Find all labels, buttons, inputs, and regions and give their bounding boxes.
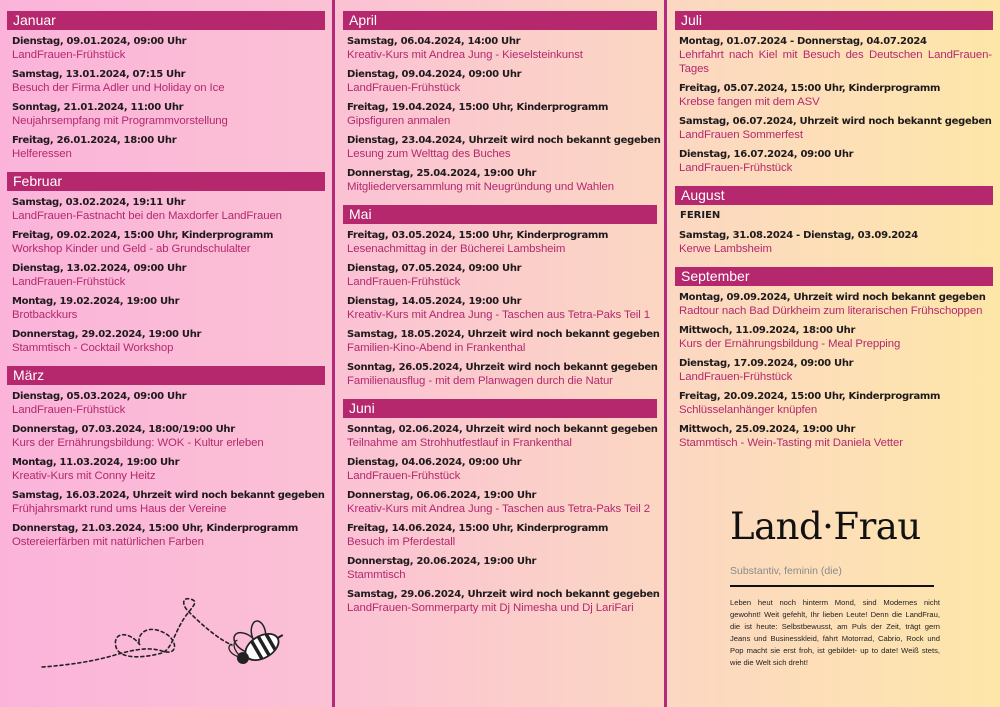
event-title: LandFrauen-Frühstück	[679, 371, 793, 383]
event-title: LandFrauen-Frühstück	[679, 162, 793, 174]
event-item	[0, 229, 332, 256]
event-date: Freitag, 03.05.2024, 15:00 Uhr, Kinderprogramm	[347, 230, 609, 241]
holiday-note: FERIEN	[680, 210, 721, 221]
event-date: Samstag, 13.01.2024, 07:15 Uhr	[12, 69, 186, 80]
event-item	[668, 357, 1000, 384]
event-title: Kreativ-Kurs mit Andrea Jung - Taschen aus Tetra-Paks Teil 1	[347, 309, 650, 321]
event-item	[336, 522, 664, 549]
event-title: Helferessen	[12, 148, 72, 160]
event-item	[0, 35, 332, 62]
month-header-februar: Februar	[7, 172, 325, 191]
event-item	[668, 390, 1000, 417]
bee-heart-illustration	[40, 595, 290, 685]
event-item	[336, 134, 664, 161]
event-item	[0, 390, 332, 417]
event-date: Donnerstag, 07.03.2024, 18:00/19:00 Uhr	[12, 424, 235, 435]
event-title: Workshop Kinder und Geld - ab Grundschulalter	[12, 243, 251, 255]
event-title: Schlüsselanhänger knüpfen	[679, 404, 818, 416]
event-item	[668, 115, 1000, 142]
event-title: LandFrauen-Frühstück	[12, 49, 126, 61]
event-date: Samstag, 31.08.2024 - Dienstag, 03.09.2024	[679, 230, 918, 241]
event-date: Montag, 01.07.2024 - Donnerstag, 04.07.2024	[679, 36, 927, 47]
event-title: Ostereierfärben mit natürlichen Farben	[12, 536, 204, 548]
event-date: Freitag, 19.04.2024, 15:00 Uhr, Kinderprogramm	[347, 102, 609, 113]
event-item	[0, 328, 332, 355]
event-date: Sonntag, 02.06.2024, Uhrzeit wird noch bekannt gegeben	[347, 424, 658, 435]
event-date: Dienstag, 05.03.2024, 09:00 Uhr	[12, 391, 187, 402]
month-header-april: April	[343, 11, 657, 30]
event-date: Donnerstag, 06.06.2024, 19:00 Uhr	[347, 490, 537, 501]
dictionary-word: Land·Frau	[730, 505, 921, 548]
event-date: Montag, 09.09.2024, Uhrzeit wird noch bekannt gegeben	[679, 292, 986, 303]
event-item	[668, 423, 1000, 450]
event-title: Lesung zum Welttag des Buches	[347, 148, 511, 160]
month-header-august: August	[675, 186, 993, 205]
bee-icon	[222, 611, 288, 671]
event-date: Mittwoch, 11.09.2024, 18:00 Uhr	[679, 325, 856, 336]
event-date: Donnerstag, 29.02.2024, 19:00 Uhr	[12, 329, 202, 340]
event-title: Stammtisch - Cocktail Workshop	[12, 342, 174, 354]
event-date: Samstag, 06.04.2024, 14:00 Uhr	[347, 36, 521, 47]
month-header-januar: Januar	[7, 11, 325, 30]
event-item	[336, 588, 664, 615]
event-item	[668, 229, 1000, 256]
event-title: Lesenachmittag in der Bücherei Lambsheim	[347, 243, 566, 255]
event-title: Lehrfahrt nach Kiel mit Besuch des Deutschen LandFrauen-Tages	[679, 49, 992, 75]
event-date: Dienstag, 09.04.2024, 09:00 Uhr	[347, 69, 522, 80]
event-item	[0, 134, 332, 161]
event-date: Freitag, 09.02.2024, 15:00 Uhr, Kinderprogramm	[12, 230, 274, 241]
column-divider-right	[664, 0, 667, 707]
event-date: Dienstag, 17.09.2024, 09:00 Uhr	[679, 358, 854, 369]
month-header-märz: März	[7, 366, 325, 385]
event-item	[336, 229, 664, 256]
event-item	[668, 324, 1000, 351]
event-title: LandFrauen-Frühstück	[347, 276, 461, 288]
event-title: Mitgliederversammlung mit Neugründung und Wahlen	[347, 181, 615, 193]
event-date: Samstag, 06.07.2024, Uhrzeit wird noch bekannt gegeben	[679, 116, 992, 127]
month-header-september: September	[675, 267, 993, 286]
dictionary-text: Leben heut noch hinterm Mond, sind Modernes nicht gewohnt! Weit gefehlt, Ihr lieben Leute! Denn die LandFrau, die ist heute: Selbstbewusst, am Puls der Zeit, trägt gern Jeans und Businesskleid, fährt Motorrad, Cabrio, Rock und Pop macht sie erst froh, ist gebildet- up to date! Weiß stets, wie die Welt sich dreht!	[730, 598, 940, 667]
event-item	[668, 148, 1000, 175]
event-title: Kurs der Ernährungsbildung: WOK - Kultur erleben	[12, 437, 264, 449]
event-date: Freitag, 20.09.2024, 15:00 Uhr, Kinderprogramm	[679, 391, 941, 402]
event-title: Frühjahrsmarkt rund ums Haus der Vereine	[12, 503, 227, 515]
event-date: Donnerstag, 20.06.2024, 19:00 Uhr	[347, 556, 537, 567]
event-title: LandFrauen Sommerfest	[679, 129, 803, 141]
event-date: Freitag, 05.07.2024, 15:00 Uhr, Kinderprogramm	[679, 83, 941, 94]
event-item	[668, 35, 1000, 76]
event-title: Kreativ-Kurs mit Conny Heitz	[12, 470, 156, 482]
event-title: Familienausflug - mit dem Planwagen durch die Natur	[347, 375, 613, 387]
dictionary-subtitle: Substantiv, feminin (die)	[730, 565, 934, 587]
event-date: Sonntag, 21.01.2024, 11:00 Uhr	[12, 102, 184, 113]
event-date: Donnerstag, 21.03.2024, 15:00 Uhr, Kinderprogramm	[12, 523, 298, 534]
event-title: Brotbackkurs	[12, 309, 78, 321]
event-title: LandFrauen-Frühstück	[347, 82, 461, 94]
event-date: Dienstag, 14.05.2024, 19:00 Uhr	[347, 296, 522, 307]
event-item	[336, 423, 664, 450]
event-date: Freitag, 26.01.2024, 18:00 Uhr	[12, 135, 177, 146]
event-title: Gipsfiguren anmalen	[347, 115, 451, 127]
event-date: Sonntag, 26.05.2024, Uhrzeit wird noch bekannt gegeben	[347, 362, 658, 373]
event-title: Krebse fangen mit dem ASV	[679, 96, 820, 108]
event-item	[0, 196, 332, 223]
event-item	[336, 68, 664, 95]
column-april-june	[336, 0, 664, 707]
event-date: Samstag, 16.03.2024, Uhrzeit wird noch bekannt gegeben	[12, 490, 325, 501]
event-date: Dienstag, 04.06.2024, 09:00 Uhr	[347, 457, 522, 468]
event-title: Teilnahme am Strohhutfestlauf in Frankenthal	[347, 437, 572, 449]
event-date: Montag, 11.03.2024, 19:00 Uhr	[12, 457, 180, 468]
heart-trail-icon	[42, 599, 232, 667]
event-item	[336, 262, 664, 289]
event-date: Dienstag, 13.02.2024, 09:00 Uhr	[12, 263, 187, 274]
dictionary-entry	[730, 505, 940, 669]
event-item	[0, 101, 332, 128]
event-item	[336, 167, 664, 194]
month-header-juli: Juli	[675, 11, 993, 30]
event-date: Dienstag, 16.07.2024, 09:00 Uhr	[679, 149, 854, 160]
event-title: Stammtisch - Wein-Tasting mit Daniela Vetter	[679, 437, 903, 449]
month-header-mai: Mai	[343, 205, 657, 224]
event-item	[0, 295, 332, 322]
month-header-juni: Juni	[343, 399, 657, 418]
event-item	[336, 361, 664, 388]
event-title: Stammtisch	[347, 569, 406, 581]
event-item	[336, 35, 664, 62]
event-title: Besuch im Pferdestall	[347, 536, 456, 548]
event-item	[0, 262, 332, 289]
event-title: Neujahrsempfang mit Programmvorstellung	[12, 115, 228, 127]
event-item	[336, 295, 664, 322]
event-date: Freitag, 14.06.2024, 15:00 Uhr, Kinderprogramm	[347, 523, 609, 534]
event-title: LandFrauen-Fastnacht bei den Maxdorfer LandFrauen	[12, 210, 282, 222]
event-item	[336, 328, 664, 355]
event-item	[0, 423, 332, 450]
event-date: Mittwoch, 25.09.2024, 19:00 Uhr	[679, 424, 856, 435]
event-item	[0, 68, 332, 95]
event-title: Familien-Kino-Abend in Frankenthal	[347, 342, 526, 354]
event-date: Dienstag, 09.01.2024, 09:00 Uhr	[12, 36, 187, 47]
event-date: Samstag, 29.06.2024, Uhrzeit wird noch bekannt gegeben	[347, 589, 660, 600]
event-title: LandFrauen-Frühstück	[347, 470, 461, 482]
event-title: LandFrauen-Frühstück	[12, 404, 126, 416]
event-title: Radtour nach Bad Dürkheim zum literarischen Frühschoppen	[679, 305, 983, 317]
event-title: Kurs der Ernährungsbildung - Meal Prepping	[679, 338, 901, 350]
event-title: Kreativ-Kurs mit Andrea Jung - Kieselsteinkunst	[347, 49, 583, 61]
event-title: Kerwe Lambsheim	[679, 243, 772, 255]
event-date: Samstag, 03.02.2024, 19:11 Uhr	[12, 197, 186, 208]
event-item	[0, 456, 332, 483]
event-item	[668, 82, 1000, 109]
column-divider-left	[332, 0, 335, 707]
event-date: Samstag, 18.05.2024, Uhrzeit wird noch bekannt gegeben	[347, 329, 660, 340]
event-title: Kreativ-Kurs mit Andrea Jung - Taschen aus Tetra-Paks Teil 2	[347, 503, 650, 515]
event-title: Besuch der Firma Adler und Holiday on Ice	[12, 82, 225, 94]
event-item	[0, 522, 332, 549]
event-title: LandFrauen-Frühstück	[12, 276, 126, 288]
event-item	[0, 489, 332, 516]
event-item	[336, 555, 664, 582]
event-item	[668, 291, 1000, 318]
event-item	[336, 456, 664, 483]
event-item	[336, 101, 664, 128]
event-date: Dienstag, 07.05.2024, 09:00 Uhr	[347, 263, 522, 274]
event-item	[336, 489, 664, 516]
event-date: Dienstag, 23.04.2024, Uhrzeit wird noch bekannt gegeben	[347, 135, 661, 146]
event-date: Donnerstag, 25.04.2024, 19:00 Uhr	[347, 168, 537, 179]
event-date: Montag, 19.02.2024, 19:00 Uhr	[12, 296, 180, 307]
event-title: LandFrauen-Sommerparty mit Dj Nimesha und Dj LariFari	[347, 602, 634, 614]
